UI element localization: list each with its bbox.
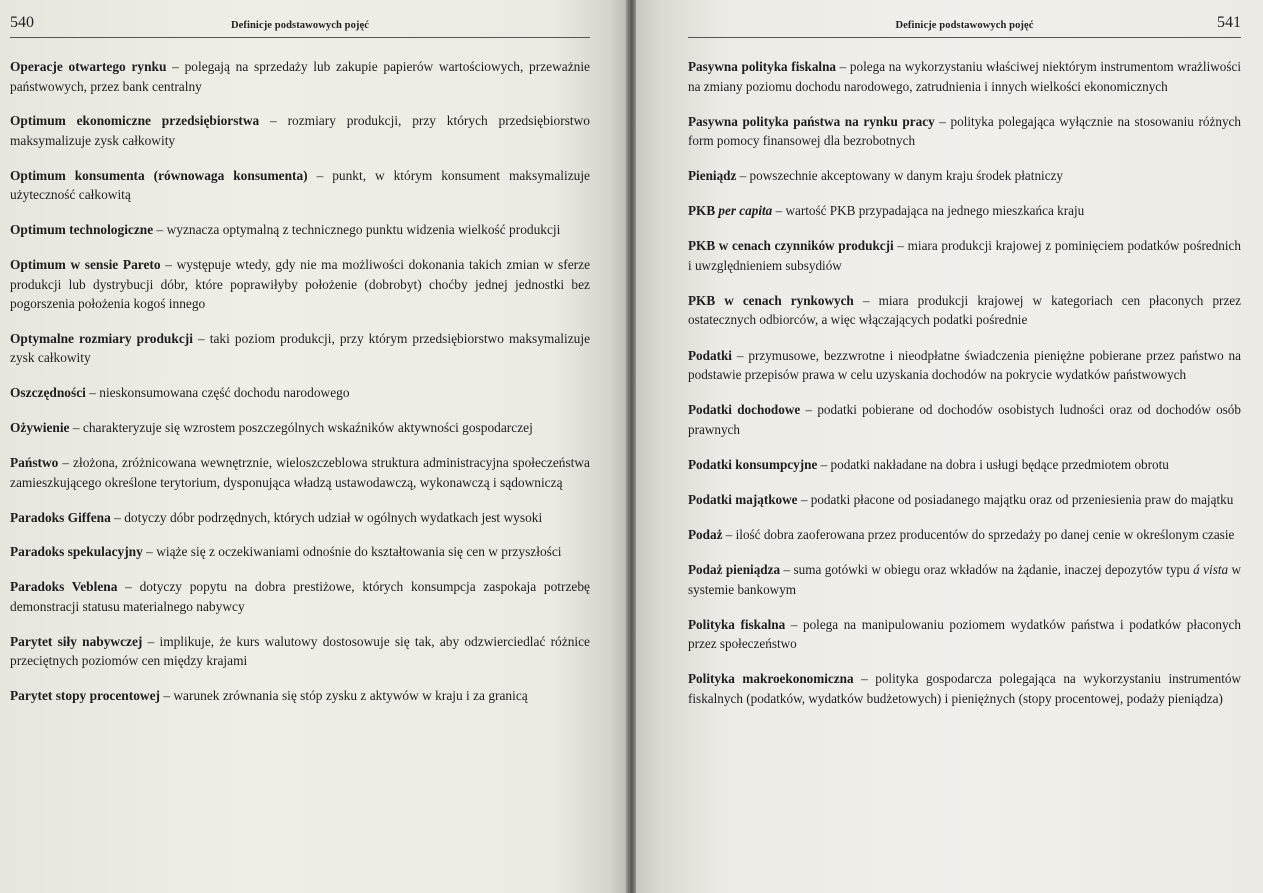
- entry-term: Paradoks Veblena: [10, 579, 118, 595]
- left-page: [0, 0, 628, 893]
- glossary-entry: Polityka makroekonomiczna – polityka gospodarcza polegająca na wykorzystaniu instrumentów fiskalnych (podatków, wydatków budżetowych) i pieniężnych (stopy procentowej, podaży pieniądza): [688, 671, 1242, 706]
- glossary-entry: Optimum technologiczne – wyznacza optymalną z technicznego punktu widzenia wielkość produkcji: [10, 222, 561, 238]
- entry-definition: punkt, w którym konsument maksymalizuje użyteczność całkowitą: [10, 167, 591, 203]
- entry-term: Optimum w sensie Pareto: [10, 257, 161, 273]
- entry-definition: dotyczy dóbr podrzędnych, których udział w ogólnych wydatkach jest wysoki: [124, 509, 543, 525]
- entry-definition: wiąże się z oczekiwaniami odnośnie do kształtowania się cen w przyszłości: [156, 544, 562, 560]
- entry-definition: wartość PKB przypadająca na jednego mieszkańca kraju: [785, 203, 1085, 219]
- entry-term: Operacje otwartego rynku: [10, 59, 167, 74]
- entry-term: Optymalne rozmiary produkcji: [10, 330, 193, 346]
- glossary-entry: Parytet siły nabywczej – implikuje, że kurs walutowy dostosowuje się tak, aby odzwierciedlać różnice przeciętnych poziomów cen między krajami: [10, 633, 590, 669]
- glossary-entry: Oszczędności – nieskonsumowana część dochodu narodowego: [10, 385, 350, 401]
- entry-definition: przymusowe, bezzwrotne i nieodpłatne świadczenia pieniężne pobierane przez państwo na podstawie przepisów prawa w celu uzyskania dochodów na pokrycie wydatków państwowych: [688, 347, 1242, 383]
- glossary-entry: Podatki – przymusowe, bezzwrotne i nieodpłatne świadczenia pieniężne pobierane przez państwo na podstawie przepisów prawa w celu uzyskania dochodów na pokrycie wydatków państwowych: [688, 347, 1242, 383]
- glossary-entry: Operacje otwartego rynku – polegają na sprzedaży lub zakupie papierów wartościowych, przeważnie państwowych, przez bank centralny: [10, 59, 591, 94]
- entry-definition: polityka gospodarcza polegająca na wykorzystaniu instrumentów fiskalnych (podatków, wydatków budżetowych) i pieniężnych (stopy procentowej, podaży pieniądza): [688, 671, 1242, 706]
- entry-definition: występuje wtedy, gdy nie ma możliwości dokonania takich zmian w sferze produkcji lub dystrybucji dóbr, które poprawiłyby położenie (dobrobyt) choćby jednej jednostki bez pogorszenia położenia kogoś innego: [10, 257, 591, 312]
- entry-term: Podaż: [688, 526, 723, 542]
- entry-definition: suma gotówki w obiegu oraz wkładów na żądanie, inaczej depozytów typu: [793, 562, 1194, 578]
- glossary-entry: Pieniądz – powszechnie akceptowany w danym kraju środek płatniczy: [688, 168, 1064, 184]
- entry-term: Państwo: [10, 455, 59, 471]
- entry-definition: miara produkcji krajowej w kategoriach cen płaconych przez ostatecznych odbiorców, a więc włączających podatki pośrednie: [688, 292, 1242, 328]
- glossary-entry: Optimum w sensie Pareto – występuje wtedy, gdy nie ma możliwości dokonania takich zmian w sferze produkcji lub dystrybucji dóbr, które poprawiłyby położenie (dobrobyt) choćby jednej jednostki bez pogorszenia położenia kogoś innego: [10, 257, 591, 312]
- entry-definition: polega na manipulowaniu poziomem wydatków państwa i podatków płaconych przez społeczeństwo: [688, 616, 1241, 652]
- entry-definition: powszechnie akceptowany w danym kraju środek płatniczy: [749, 168, 1064, 184]
- entry-term: PKB w cenach rynkowych: [688, 292, 854, 308]
- left-running-title: Definicje podstawowych pojęć: [230, 20, 370, 31]
- glossary-entry: Podatki majątkowe – podatki płacone od posiadanego majątku oraz od przeniesienia praw do majątku: [688, 491, 1234, 507]
- entry-definition: wyznacza optymalną z technicznego punktu widzenia wielkość produkcji: [166, 222, 561, 238]
- entry-definition: w systemie bankowym: [688, 562, 1242, 597]
- entry-term: Pasywna polityka fiskalna: [688, 59, 837, 74]
- glossary-entry: Parytet stopy procentowej – warunek zrównania się stóp zysku z aktywów w kraju i za granicą: [10, 688, 528, 704]
- entry-definition: dotyczy popytu na dobra prestiżowe, których konsumpcja zaspokaja potrzebę demonstracji statusu materialnego nabywcy: [10, 579, 590, 614]
- glossary-entry: Pasywna polityka fiskalna – polega na wykorzystaniu właściwej niektórym instrumentom wrażliwości na zmiany poziomu dochodu narodowego, zatrudnienia i innych wielkości ekonomicznych: [688, 59, 1241, 94]
- entry-definition-italic: á vista: [1193, 562, 1229, 578]
- glossary-entry: Paradoks Giffena – dotyczy dóbr podrzędnych, których udział w ogólnych wydatkach jest wysoki: [10, 509, 543, 525]
- entry-definition: podatki nakładane na dobra i usługi będące przedmiotem obrotu: [830, 456, 1169, 472]
- entry-term: Podatki dochodowe: [688, 402, 801, 418]
- entry-definition: warunek zrównania się stóp zysku z aktywów w kraju i za granicą: [173, 688, 528, 704]
- entry-definition: nieskonsumowana część dochodu narodowego: [99, 385, 350, 401]
- entry-term: PKB: [688, 203, 716, 219]
- glossary-entry: Ożywienie – charakteryzuje się wzrostem poszczególnych wskaźników aktywności gospodarczej: [10, 420, 533, 436]
- glossary-entry: Polityka fiskalna – polega na manipulowaniu poziomem wydatków państwa i podatków płaconych przez społeczeństwo: [688, 616, 1241, 652]
- glossary-entry: Optimum konsumenta (równowaga konsumenta) – punkt, w którym konsument maksymalizuje użyteczność całkowitą: [10, 167, 591, 203]
- glossary-entry: PKB per capita – wartość PKB przypadająca na jednego mieszkańca kraju: [688, 203, 1085, 219]
- entry-term: Optimum technologiczne: [10, 222, 154, 238]
- entry-definition: podatki pobierane od dochodów osobistych ludności oraz od dochodów osób prawnych: [688, 402, 1241, 437]
- entry-definition: implikuje, że kurs walutowy dostosowuje się tak, aby odzwierciedlać różnice przeciętnych poziomów cen między krajami: [10, 633, 590, 669]
- glossary-entry: Państwo – złożona, zróżnicowana wewnętrznie, wieloszczeblowa struktura administracyjna społeczeństwa zamieszkującego określone terytorium, dysponująca władzą ustawodawczą, wykonawczą i sądowniczą: [10, 455, 591, 490]
- entry-term: Optimum konsumenta (równowaga konsumenta): [10, 167, 308, 183]
- entry-term: Paradoks spekulacyjny: [10, 544, 143, 560]
- glossary-entry: Podaż pieniądza – suma gotówki w obiegu oraz wkładów na żądanie, inaczej depozytów typu á vista w systemie bankowym: [688, 562, 1242, 597]
- glossary-entry: Podatki konsumpcyjne – podatki nakładane na dobra i usługi będące przedmiotem obrotu: [688, 456, 1169, 472]
- glossary-entry: PKB w cenach czynników produkcji – miara produkcji krajowej z pominięciem podatków pośrednich i uwzględnieniem subsydiów: [688, 238, 1241, 273]
- entry-term-italic: per capita: [718, 203, 773, 219]
- glossary-entry: Podatki dochodowe – podatki pobierane od dochodów osobistych ludności oraz od dochodów osób prawnych: [688, 402, 1241, 437]
- left-running-head: [10, 0, 590, 38]
- entry-term: Podatki konsumpcyjne: [688, 456, 818, 472]
- left-page-number: 540: [10, 14, 34, 31]
- entry-definition: polegają na sprzedaży lub zakupie papierów wartościowych, przeważnie państwowych, przez bank centralny: [10, 59, 591, 94]
- entry-definition: ilość dobra zaoferowana przez producentów do sprzedaży po danej cenie w określonym czasie: [735, 526, 1235, 542]
- glossary-entry: Paradoks Veblena – dotyczy popytu na dobra prestiżowe, których konsumpcja zaspokaja potrzebę demonstracji statusu materialnego nabywcy: [10, 579, 590, 614]
- right-running-head: [688, 0, 1241, 38]
- entry-definition: charakteryzuje się wzrostem poszczególnych wskaźników aktywności gospodarczej: [82, 420, 533, 436]
- right-page: [636, 0, 1263, 893]
- glossary-entry: Optimum ekonomiczne przedsiębiorstwa – rozmiary produkcji, przy których przedsiębiorstwo maksymalizuje zysk całkowity: [10, 113, 590, 148]
- entry-term: Parytet siły nabywczej: [10, 633, 143, 649]
- entry-term: Polityka makroekonomiczna: [688, 671, 854, 687]
- glossary-entry: Podaż – ilość dobra zaoferowana przez producentów do sprzedaży po danej cenie w określonym czasie: [688, 526, 1235, 542]
- entry-term: Podatki: [688, 347, 732, 363]
- entry-definition: polega na wykorzystaniu właściwej niektórym instrumentom wrażliwości na zmiany poziomu dochodu narodowego, zatrudnienia i innych wielkości ekonomicznych: [688, 59, 1241, 94]
- entry-definition: złożona, zróżnicowana wewnętrznie, wieloszczeblowa struktura administracyjna społeczeństwa zamieszkującego określone terytorium, dysponująca władzą ustawodawczą, wykonawczą i sądowniczą: [10, 455, 591, 490]
- entry-term: Pieniądz: [688, 168, 737, 184]
- entry-term: PKB w cenach czynników produkcji: [688, 238, 894, 254]
- entry-definition: rozmiary produkcji, przy których przedsiębiorstwo maksymalizuje zysk całkowity: [10, 113, 590, 148]
- entry-definition: podatki płacone od posiadanego majątku oraz od przeniesienia praw do majątku: [810, 491, 1234, 507]
- entry-term: Polityka fiskalna: [688, 616, 786, 632]
- glossary-entry: Pasywna polityka państwa na rynku pracy – polityka polegająca wyłącznie na stosowaniu różnych form pomocy finansowej dla bezrobotnych: [688, 113, 1241, 149]
- entry-term: Podaż pieniądza: [688, 562, 781, 578]
- entry-term: Pasywna polityka państwa na rynku pracy: [688, 113, 935, 129]
- right-page-number: 541: [1217, 14, 1241, 31]
- glossary-entry: PKB w cenach rynkowych – miara produkcji krajowej w kategoriach cen płaconych przez ostatecznych odbiorców, a więc włączających podatki pośrednie: [688, 292, 1242, 328]
- right-running-title: Definicje podstawowych pojęć: [895, 20, 1034, 31]
- entry-term: Parytet stopy procentowej: [10, 688, 160, 704]
- glossary-entry: Optymalne rozmiary produkcji – taki poziom produkcji, przy którym przedsiębiorstwo maksymalizuje zysk całkowity: [10, 330, 591, 366]
- entry-definition: polityka polegająca wyłącznie na stosowaniu różnych form pomocy finansowej dla bezrobotnych: [688, 113, 1241, 149]
- entry-definition: taki poziom produkcji, przy którym przedsiębiorstwo maksymalizuje zysk całkowity: [10, 330, 591, 366]
- entry-term: Ożywienie: [10, 420, 70, 436]
- glossary-entry: Paradoks spekulacyjny – wiąże się z oczekiwaniami odnośnie do kształtowania się cen w przyszłości: [10, 544, 562, 560]
- entry-definition: miara produkcji krajowej z pominięciem podatków pośrednich i uwzględnieniem subsydiów: [688, 238, 1241, 273]
- entry-term: Podatki majątkowe: [688, 491, 798, 507]
- entry-term: Oszczędności: [10, 385, 86, 401]
- entry-term: Optimum ekonomiczne przedsiębiorstwa: [10, 113, 260, 129]
- entry-term: Paradoks Giffena: [10, 509, 111, 525]
